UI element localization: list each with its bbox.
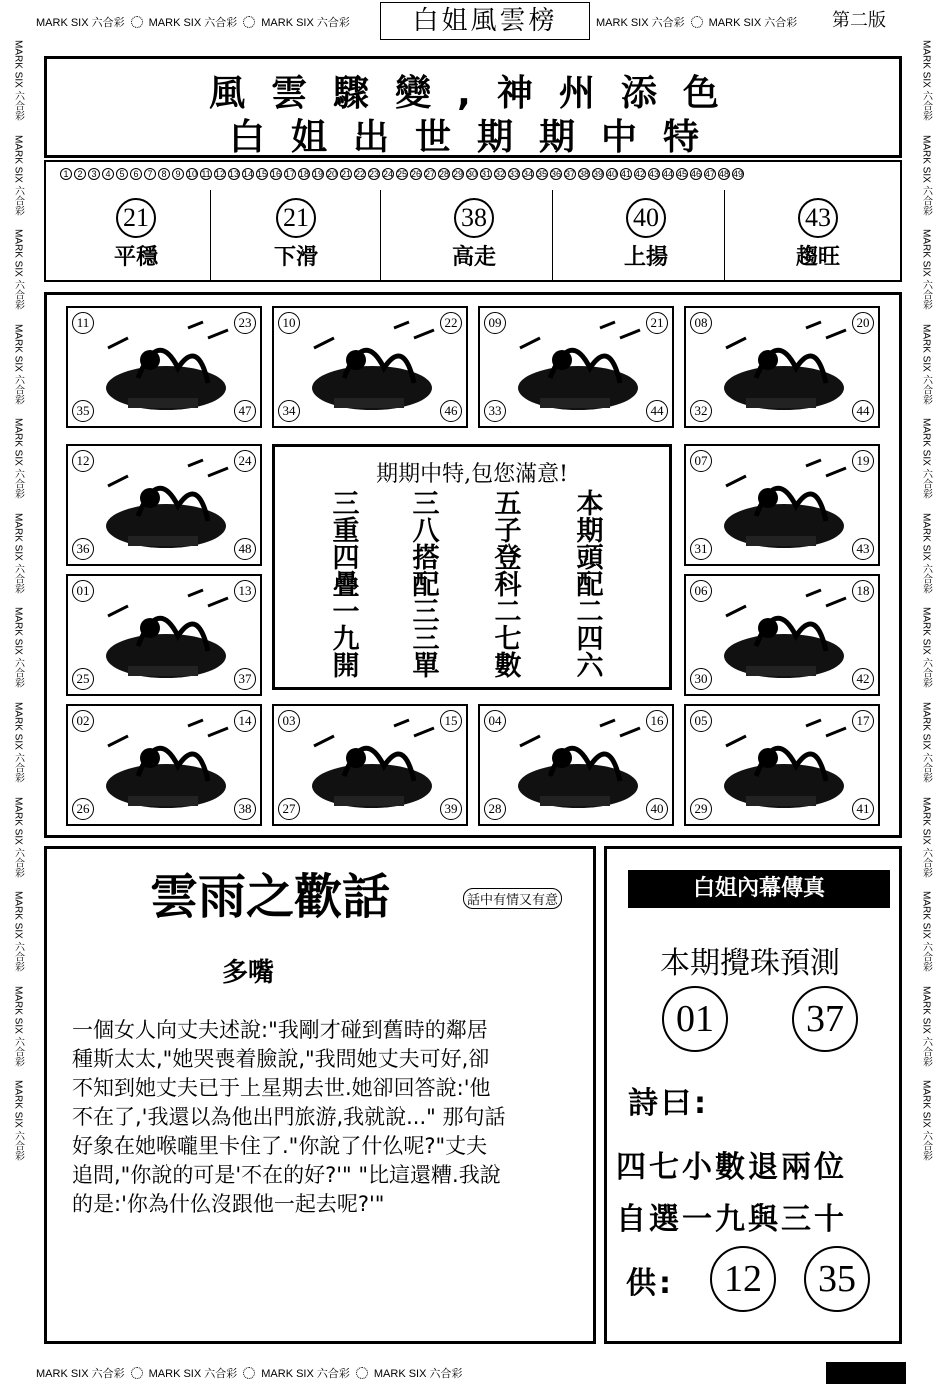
- panel-number: 24: [234, 450, 256, 472]
- trend-label: 平穩: [113, 245, 158, 270]
- ink-illustration: [686, 576, 880, 696]
- panel-number: 15: [440, 710, 462, 732]
- panel-number: 31: [690, 538, 712, 560]
- panel-number: 02: [72, 710, 94, 732]
- panel-number: 07: [690, 450, 712, 472]
- number-ball: 45: [677, 169, 688, 179]
- number-ball: 21: [341, 169, 352, 179]
- picture-panel: [684, 306, 880, 428]
- prediction-banner: 白姐內幕傳真: [628, 870, 890, 908]
- story-line: 一個女人向丈夫述說:"我剛才碰到舊時的鄰居: [72, 1018, 488, 1042]
- watermark-text: MARK SIX 六合彩: [920, 1080, 932, 1161]
- poem-column: 三重四疊一九開: [332, 489, 360, 682]
- panel-number: 20: [852, 312, 874, 334]
- story-subtitle: 多嘴: [222, 958, 275, 988]
- story-line: 種斯太太,"她哭喪着臉說,"我問她丈夫可好,卻: [72, 1047, 490, 1071]
- panel-number: 17: [852, 710, 874, 732]
- story-line: 追問,"你說的可是'不在的好?'" "比這還糟.我說: [72, 1163, 501, 1187]
- panel-number: 06: [690, 580, 712, 602]
- prediction-number: 37: [792, 986, 858, 1052]
- ink-illustration: [68, 706, 262, 826]
- panel-number: 08: [690, 312, 712, 334]
- watermark-text: MARK SIX 六合彩: [920, 796, 932, 878]
- number-ball: 4: [102, 168, 114, 180]
- number-ball: 42: [635, 169, 646, 179]
- panel-number: 42: [852, 668, 874, 690]
- trend-number: 43: [798, 198, 838, 238]
- headline-box: [44, 56, 902, 158]
- watermark-text: MARK SIX 六合彩: [12, 323, 24, 405]
- panel-number: 41: [852, 798, 874, 820]
- watermark-text: MARK SIX 六合彩: [12, 418, 24, 499]
- bottom-watermark-strip: [36, 1358, 596, 1388]
- number-ball: 17: [285, 169, 296, 179]
- watermark-text: MARK SIX 六合彩: [12, 1080, 24, 1161]
- panel-number: 13: [234, 580, 256, 602]
- panel-number: 34: [278, 400, 300, 422]
- watermark-text: MARK SIX 六合彩: [12, 134, 24, 216]
- panel-number: 48: [234, 538, 256, 560]
- watermark-text: MARK SIX 六合彩: [12, 512, 24, 594]
- poem-column: 本期頭配二四六: [576, 489, 604, 682]
- number-ball: 14: [243, 169, 254, 179]
- poem-column: 五子登科二七數: [494, 489, 522, 682]
- number-ball: 29: [453, 169, 464, 179]
- flower-icon: [243, 1367, 255, 1379]
- picture-panel: [272, 306, 468, 428]
- picture-panel: [478, 704, 674, 826]
- watermark-text: MARK SIX 六合彩: [12, 229, 24, 310]
- panel-number: 19: [852, 450, 874, 472]
- top-watermark-strip: [36, 0, 376, 44]
- number-row: [60, 168, 900, 180]
- number-ball: 46: [691, 169, 702, 179]
- number-ball: 36: [551, 169, 562, 179]
- watermark-text: MARK SIX 六合彩: [12, 40, 24, 121]
- poem-line: 四七小數退兩位: [616, 1150, 847, 1185]
- watermark-text: MARK SIX 六合彩: [920, 702, 932, 783]
- picture-panel: [66, 306, 262, 428]
- picture-panel: [684, 704, 880, 826]
- number-ball: 44: [663, 169, 674, 179]
- picture-panel: [684, 574, 880, 696]
- prediction-number: 01: [662, 986, 728, 1052]
- supply-label: 供:: [626, 1266, 674, 1301]
- ink-illustration: [274, 308, 468, 428]
- trend-number: 21: [116, 198, 156, 238]
- watermark-text: MARK SIX 六合彩: [920, 229, 932, 310]
- flower-icon: [243, 16, 255, 28]
- panel-number: 01: [72, 580, 94, 602]
- panel-number: 35: [72, 400, 94, 422]
- watermark-text: MARK SIX 六合彩: [36, 1368, 125, 1380]
- number-ball: 33: [509, 169, 520, 179]
- number-ball: 32: [495, 169, 506, 179]
- story-title: 雲雨之歡話: [150, 869, 391, 925]
- picture-panel: [272, 704, 468, 826]
- ink-illustration: [274, 706, 468, 826]
- flower-icon: [131, 16, 143, 28]
- panel-number: 05: [690, 710, 712, 732]
- number-ball: 7: [144, 168, 156, 180]
- trend-item: [56, 198, 216, 271]
- number-ball: 43: [649, 169, 660, 179]
- ink-illustration: [686, 446, 880, 566]
- ink-illustration: [686, 308, 880, 428]
- watermark-text: MARK SIX 六合彩: [148, 1368, 238, 1380]
- ink-illustration: [686, 706, 880, 826]
- panel-number: 32: [690, 400, 712, 422]
- paper-title: 白姐風雲榜: [380, 2, 590, 40]
- ink-illustration: [68, 576, 262, 696]
- panel-number: 22: [440, 312, 462, 334]
- edition-label: 第二版: [832, 10, 886, 31]
- panel-number: 10: [278, 312, 300, 334]
- panel-number: 21: [646, 312, 668, 334]
- center-poem-box: [272, 444, 672, 690]
- panel-number: 25: [72, 668, 94, 690]
- ink-illustration: [480, 308, 674, 428]
- panel-number: 14: [234, 710, 256, 732]
- poem-line: 自選一九與三十: [616, 1202, 847, 1237]
- trend-label: 高走: [451, 245, 496, 270]
- picture-panel: [66, 574, 262, 696]
- supply-number: 35: [804, 1246, 870, 1312]
- trend-number: 40: [626, 198, 666, 238]
- watermark-text: MARK SIX 六合彩: [920, 985, 932, 1067]
- picture-panel: [684, 444, 880, 566]
- panel-number: 12: [72, 450, 94, 472]
- number-ball: 5: [116, 168, 128, 180]
- trend-item: [738, 198, 898, 271]
- divider: [380, 190, 381, 280]
- flower-icon: [691, 16, 703, 28]
- number-ball: 28: [439, 169, 450, 179]
- panel-number: 44: [646, 400, 668, 422]
- number-ball: 34: [523, 169, 534, 179]
- supply-number: 12: [710, 1246, 776, 1312]
- panel-number: 18: [852, 580, 874, 602]
- ink-illustration: [68, 446, 262, 566]
- number-ball: 13: [229, 169, 240, 179]
- number-ball: 30: [467, 169, 478, 179]
- trend-label: 上揚: [623, 245, 668, 270]
- flower-icon: [356, 1367, 368, 1379]
- trend-item: [566, 198, 726, 271]
- watermark-text: MARK SIX 六合彩: [596, 17, 685, 29]
- story-note: 話中有情又有意: [463, 888, 562, 909]
- panel-number: 39: [440, 798, 462, 820]
- panel-number: 43: [852, 538, 874, 560]
- number-ball: 40: [607, 169, 618, 179]
- panel-number: 37: [234, 668, 256, 690]
- number-ball: 9: [172, 168, 184, 180]
- number-ball: 25: [397, 169, 408, 179]
- number-ball: 49: [733, 169, 744, 179]
- picture-panel: [478, 306, 674, 428]
- number-ball: 22: [355, 169, 366, 179]
- trend-number: 21: [276, 198, 316, 238]
- watermark-text: MARK SIX 六合彩: [261, 17, 350, 29]
- watermark-text: MARK SIX 六合彩: [12, 607, 24, 689]
- number-ball: 41: [621, 169, 632, 179]
- number-ball: 19: [313, 169, 324, 179]
- number-ball: 26: [411, 169, 422, 179]
- watermark-text: MARK SIX 六合彩: [12, 985, 24, 1067]
- watermark-text: MARK SIX 六合彩: [148, 17, 238, 29]
- poem-column: 三八搭配三三單: [412, 489, 440, 682]
- number-ball: 15: [257, 169, 268, 179]
- ink-illustration: [480, 706, 674, 826]
- panel-number: 38: [234, 798, 256, 820]
- headline-line2: 白姐出世期期中特: [228, 117, 725, 158]
- story-line: 不在了,'我還以為他出門旅游,我就說..." 那句話: [72, 1105, 506, 1129]
- number-ball: 10: [187, 169, 198, 179]
- story-line: 好象在她喉嚨里卡住了."你說了什仫呢?"丈夫: [72, 1134, 488, 1158]
- panel-number: 28: [484, 798, 506, 820]
- panel-number: 44: [852, 400, 874, 422]
- trend-item: [216, 198, 376, 271]
- number-ball: 27: [425, 169, 436, 179]
- number-ball: 6: [130, 168, 142, 180]
- panel-number: 30: [690, 668, 712, 690]
- number-ball: 2: [74, 168, 86, 180]
- panel-number: 36: [72, 538, 94, 560]
- ink-illustration: [68, 308, 262, 428]
- picture-panel: [66, 704, 262, 826]
- number-ball: 23: [369, 169, 380, 179]
- watermark-text: MARK SIX 六合彩: [920, 134, 932, 216]
- number-ball: 47: [705, 169, 716, 179]
- prediction-title: 本期攪珠預測: [660, 946, 840, 981]
- number-ball: 31: [481, 169, 492, 179]
- poem-label: 詩曰:: [628, 1086, 709, 1121]
- panel-number: 29: [690, 798, 712, 820]
- number-ball: 8: [158, 168, 170, 180]
- number-ball: 3: [88, 168, 100, 180]
- trend-label: 趨旺: [795, 245, 840, 270]
- watermark-text: MARK SIX 六合彩: [36, 17, 125, 29]
- watermark-text: MARK SIX 六合彩: [12, 891, 24, 972]
- number-ball: 20: [327, 169, 338, 179]
- corner-block: [826, 1362, 906, 1384]
- watermark-text: MARK SIX 六合彩: [920, 323, 932, 405]
- panel-number: 09: [484, 312, 506, 334]
- watermark-text: MARK SIX 六合彩: [373, 1368, 463, 1380]
- panel-number: 16: [646, 710, 668, 732]
- watermark-text: MARK SIX 六合彩: [920, 512, 932, 594]
- watermark-text: MARK SIX 六合彩: [261, 1368, 350, 1380]
- trend-number: 38: [454, 198, 494, 238]
- number-ball: 11: [201, 169, 211, 179]
- number-ball: 38: [579, 169, 590, 179]
- watermark-text: MARK SIX 六合彩: [708, 17, 798, 29]
- center-poem-title: 期期中特,包您滿意!: [376, 462, 568, 487]
- panel-number: 03: [278, 710, 300, 732]
- watermark-text: MARK SIX 六合彩: [920, 607, 932, 689]
- watermark-text: MARK SIX 六合彩: [12, 702, 24, 783]
- trend-label: 下滑: [273, 245, 318, 270]
- panel-number: 33: [484, 400, 506, 422]
- story-line: 的是:'你為什仫沒跟他一起去呢?'": [72, 1192, 385, 1216]
- picture-panel: [66, 444, 262, 566]
- right-watermark-strip: [912, 40, 940, 1350]
- number-ball: 24: [383, 169, 394, 179]
- panel-number: 40: [646, 798, 668, 820]
- left-watermark-strip: [4, 40, 32, 1350]
- panel-number: 23: [234, 312, 256, 334]
- panel-number: 46: [440, 400, 462, 422]
- watermark-text: MARK SIX 六合彩: [12, 796, 24, 878]
- watermark-text: MARK SIX 六合彩: [920, 418, 932, 499]
- number-ball: 16: [271, 169, 282, 179]
- number-ball: 18: [299, 169, 310, 179]
- number-ball: 48: [719, 169, 730, 179]
- number-ball: 39: [593, 169, 604, 179]
- top-watermark-strip-right: [596, 0, 826, 44]
- panel-number: 11: [72, 312, 94, 334]
- watermark-text: MARK SIX 六合彩: [920, 891, 932, 972]
- story-line: 不知到她丈夫已于上星期去世.她卻回答說:'他: [72, 1076, 491, 1100]
- flower-icon: [131, 1367, 143, 1379]
- number-ball: 12: [215, 169, 226, 179]
- trend-item: [394, 198, 554, 271]
- panel-number: 47: [234, 400, 256, 422]
- headline-line1: 風雲驟變,神州添色: [209, 73, 745, 114]
- watermark-text: MARK SIX 六合彩: [920, 40, 932, 121]
- number-ball: 37: [565, 169, 576, 179]
- panel-number: 04: [484, 710, 506, 732]
- number-ball: 35: [537, 169, 548, 179]
- panel-number: 26: [72, 798, 94, 820]
- number-ball: 1: [60, 168, 72, 180]
- panel-number: 27: [278, 798, 300, 820]
